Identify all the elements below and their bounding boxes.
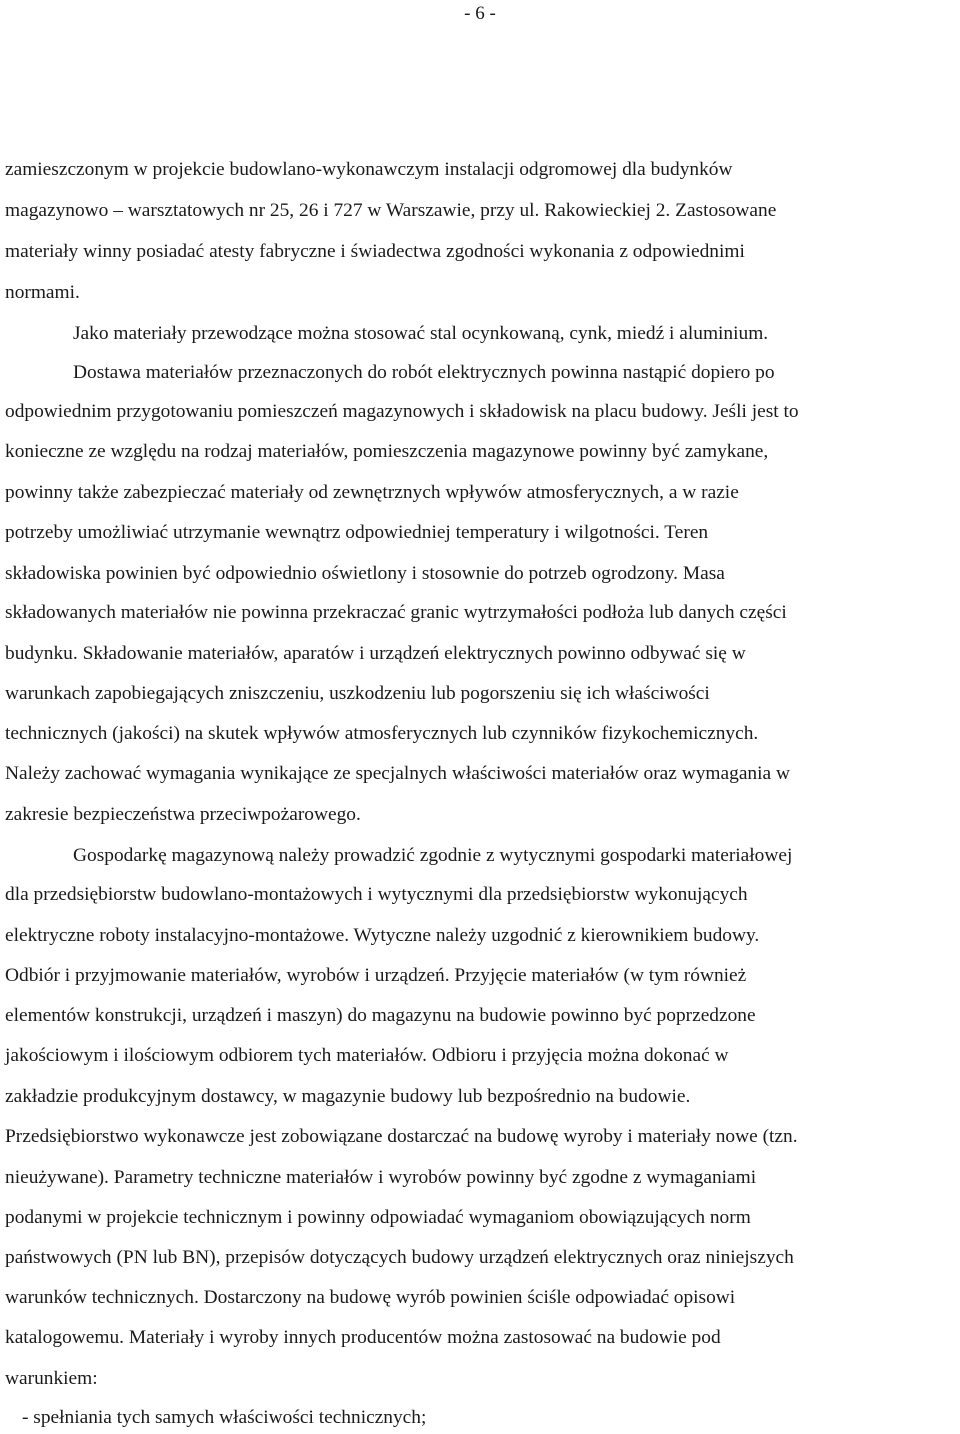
text-line: jakościowym i ilościowym odbiorem tych materiałów. Odbioru i przyjęcia można dokonać w	[5, 1045, 729, 1066]
text-line: zakresie bezpieczeństwa przeciwpożarowego.	[5, 804, 361, 825]
text-line: podanymi w projekcie technicznym i powinny odpowiadać wymaganiom obowiązujących norm	[5, 1207, 751, 1228]
text-line: Należy zachować wymagania wynikające ze specjalnych właściwości materiałów oraz wymagania w	[5, 763, 790, 784]
text-line: normami.	[5, 282, 80, 303]
text-line: państwowych (PN lub BN), przepisów dotyczących budowy urządzeń elektrycznych oraz niniejszych	[5, 1247, 794, 1268]
text-line: nieużywane). Parametry techniczne materiałów i wyrobów powinny być zgodne z wymaganiami	[5, 1167, 757, 1188]
text-line: magazynowo – warsztatowych nr 25, 26 i 727 w Warszawie, przy ul. Rakowieckiej 2. Zastosowane	[5, 200, 777, 221]
text-line: - spełniania tych samych właściwości technicznych;	[22, 1407, 427, 1428]
text-line: warunków technicznych. Dostarczony na budowę wyrób powinien ściśle odpowiadać opisowi	[5, 1287, 736, 1308]
text-line: składowiska powinien być odpowiednio oświetlony i stosownie do potrzeb ogrodzony. Masa	[5, 563, 725, 584]
text-line: potrzeby umożliwiać utrzymanie wewnątrz odpowiedniej temperatury i wilgotności. Teren	[5, 522, 709, 543]
page-number: - 6 -	[464, 3, 496, 24]
text-line: Jako materiały przewodzące można stosować stal ocynkowaną, cynk, miedź i aluminium.	[73, 323, 769, 344]
text-line: Gospodarkę magazynową należy prowadzić zgodnie z wytycznymi gospodarki materiałowej	[73, 845, 793, 866]
text-line: budynku. Składowanie materiałów, aparatów i urządzeń elektrycznych powinno odbywać się w	[5, 643, 746, 664]
text-line: zakładzie produkcyjnym dostawcy, w magazynie budowy lub bezpośrednio na budowie.	[5, 1086, 691, 1107]
text-line: dla przedsiębiorstw budowlano-montażowych i wytycznymi dla przedsiębiorstw wykonujących	[5, 884, 748, 905]
text-line: technicznych (jakości) na skutek wpływów atmosferycznych lub czynników fizykochemicznych.	[5, 723, 759, 744]
text-line: materiały winny posiadać atesty fabryczne i świadectwa zgodności wykonania z odpowiednimi	[5, 241, 745, 262]
text-line: Odbiór i przyjmowanie materiałów, wyrobów i urządzeń. Przyjęcie materiałów (w tym również	[5, 965, 747, 986]
text-line: elektryczne roboty instalacyjno-montażowe. Wytyczne należy uzgodnić z kierownikiem budowy.	[5, 925, 760, 946]
text-line: odpowiednim przygotowaniu pomieszczeń magazynowych i składowisk na placu budowy. Jeśli jest to	[5, 401, 799, 422]
text-line: warunkiem:	[5, 1368, 98, 1389]
text-line: elementów konstrukcji, urządzeń i maszyn) do magazynu na budowie powinno być poprzedzone	[5, 1005, 756, 1026]
text-line: warunkach zapobiegających zniszczeniu, uszkodzeniu lub pogorszeniu się ich właściwości	[5, 683, 710, 704]
text-line: Dostawa materiałów przeznaczonych do robót elektrycznych powinna nastąpić dopiero po	[73, 362, 775, 383]
text-line: katalogowemu. Materiały i wyroby innych producentów można zastosować na budowie pod	[5, 1327, 721, 1348]
text-line: Przedsiębiorstwo wykonawcze jest zobowiązane dostarczać na budowę wyroby i materiały nowe (tzn.	[5, 1126, 798, 1147]
text-line: powinny także zabezpieczać materiały od zewnętrznych wpływów atmosferycznych, a w razie	[5, 482, 739, 503]
text-line: zamieszczonym w projekcie budowlano-wykonawczym instalacji odgromowej dla budynków	[5, 159, 733, 180]
text-line: konieczne ze względu na rodzaj materiałów, pomieszczenia magazynowe powinny być zamykane,	[5, 441, 769, 462]
text-line: składowanych materiałów nie powinna przekraczać granic wytrzymałości podłoża lub danych części	[5, 602, 787, 623]
